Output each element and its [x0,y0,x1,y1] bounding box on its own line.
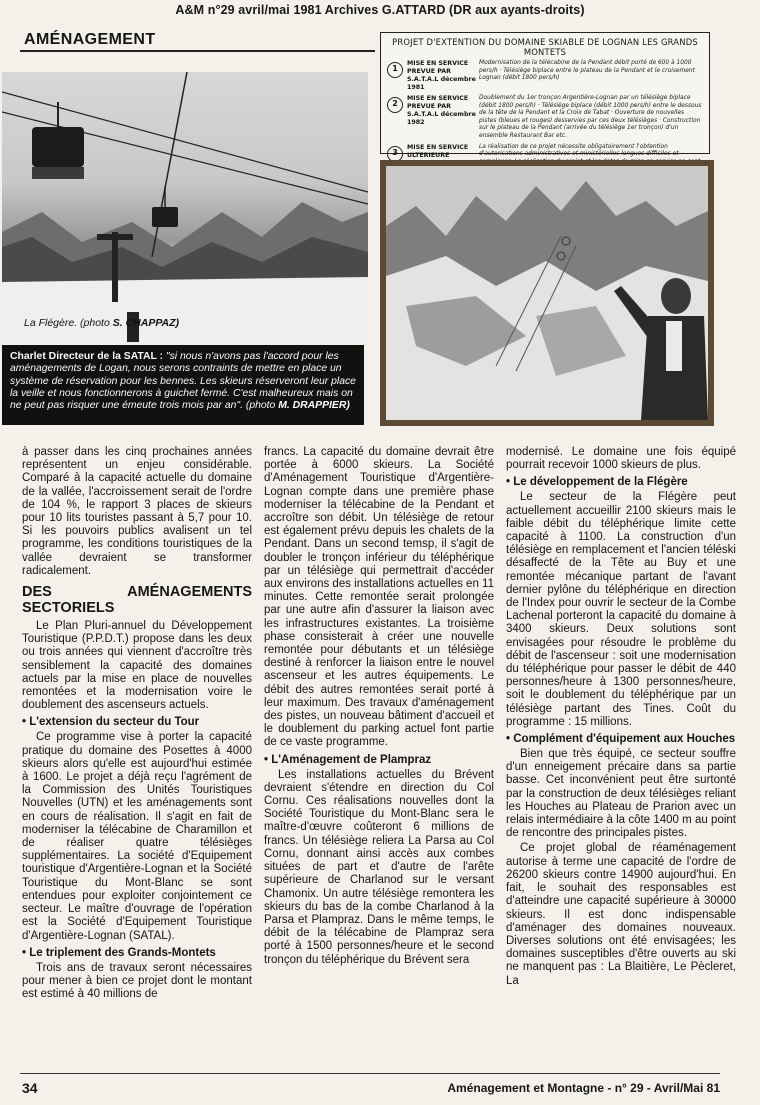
section-rule [20,50,375,52]
subheading: • Complément d'équipement aux Houches [506,733,736,746]
project-row-description: Modernisation de la télécabine de la Pendant débit porté de 600 à 1000 pers/h · Télésiège biplace entre le plateau de la Pendant et le croisement Lognan (débit 1800 pers/h) [479,60,695,82]
project-row-label: MISE EN SERVICE PREVUE PAR S.A.T.A.L décembre 1982 [407,95,476,126]
subheading: • L'extension du secteur du Tour [22,716,252,729]
section-title: AMÉNAGEMENT [24,31,156,48]
chairlift-photo [2,72,368,344]
section-heading: DES AMÉNAGEMENTS SECTORIELS [22,584,252,617]
photo1-caption: La Flégère. (photo S. CHAPPAZ) [24,317,180,329]
footer-rule [20,1073,720,1074]
project-row-description: Doublement du 1er tronçon Argentière-Lognan par un télésiège biplace (débit 1800 pers/h) · Télésiège biplace (débit 1000 pers/h) entre le dessous de la tête de la Pendant et la Croix de Tabat · Ouverture de nouvelles pistes (bleues et rouges) desservies par ces deux télésièges · Construction sur le plateau de la Pendant (arrivée du télésiège 1er tronçon) d'un ensemble Restaurant Bar etc. [479,95,702,139]
project-row-description: La réalisation de ce projet nécessite obligatoirement l'obtention d'autorisations administratives et ministérielles longues difficiles et [479,143,679,158]
subheading: • Le développement de la Flégère [506,476,736,489]
project-title: PROJET D'EXTENTION DU DOMAINE SKIABLE DE LOGNAN LES GRANDS MONTETS [392,37,698,57]
paragraph: Trois ans de travaux seront nécessaires pour mener à bien ce projet dont le montant est estimé à 40 millions de [22,961,252,1001]
project-row-number: 2 [387,97,403,113]
archive-header: A&M n°29 avril/mai 1981 Archives G.ATTARD (DR aux ayants-droits) [175,3,585,17]
quote-text: "si nous n'avons pas l'accord pour les aménagements de Logan, nous serons contraints de mettre en place un système de réservation pour les bennes. Les skieurs réserveront leur place la veille et nous fonctionnerons à guichet fermé. C'est malheureux mais on ne peut pas risquer une émeute trois mois par an". (photo [10,351,356,412]
project-row [387,60,703,92]
paragraph: Le Plan Pluri-annuel du Développement Touristique (P.P.D.T.) propose dans les deux ou trois années qui viennent d'accroître très sensiblement la capacité des domaines actuels par la mise en place de nouvelles remontées et la modernisation voire le doublement des ascenseurs actuels. [22,620,252,712]
project-row-number: 1 [387,62,403,78]
paragraph: Le secteur de la Flégère peut actuellement accueillir 2100 skieurs mais le faible débit du téléphérique limite cette capacité à 1100. La construction d'un télésiège en remplacement et l'ancien téléski désaffecté de la Tête au Buy et une remontée mécanique partant de l'avant dernier pylône du téléphérique en direction de l'Index pour ouvrir le secteur de la Combe Lachenal porteront la capacité du domaine à 3400 skieurs. Deux solutions sont envisagées pour résoudre le problème du débit de l'ascenseur : soit une modernisation du téléphérique pour passer le débit de 440 personnes/heure à 1300 personnes/heure, soit le doublement du téléphérique par un télésiège partant des Tines. Coût du programme : 15 millions. [506,491,736,728]
article-column-2 [264,446,494,969]
project-row-label: MISE EN SERVICE ULTERIEURE [407,143,469,159]
paragraph: Les installations actuelles du Brévent devraient s'étendre en direction du Col Cornu. Ces réalisations nouvelles dont la Société Touristique du Mont-Blanc sera le maître-d'œuvre coûteront 6 millions de francs. Un télésiège reliera La Parsa au Col Cornu, donnant ainsi accès aux combes situées de part et d'autre de l'arête supérieure de Charlanod sur le versant Chamonix. Un autre télésiège remontera les skieurs du bas de la combe Charlanod à la Parsa et Plampraz. Dans le même temps, le débit de la télécabine de Plampraz sera porté à 1500 personnes/heure et le second tronçon du téléphérique du Brévent sera [264,768,494,966]
quote-lead: Charlet Directeur de la SATAL : [10,351,164,362]
map-presentation-photo [380,160,714,426]
article-column-3 [506,446,736,990]
paragraph: Ce programme vise à porter la capacité pratique du domaine des Posettes à 4000 skieurs alors qu'elle est aujourd'hui estimée à 1600. Le projet a déjà reçu l'agrément de la Commission des Unités Touristiques Nouvelles (UTN) et les aménagements sont en cours de réalisation. Il s'agit en fait de moderniser la télécabine de Charamillon et de réaliser quatre télésièges supplémentaires. La société d'Equipement touristique d'Argentière-Lognan et la Société Touristique du Mont-Blanc se sont entendues pour exploiter conjointement ce secteur. Le maître d'ouvrage de l'opération est la Société d'Equipement Touristique d'Argentière-Lognan (SATAL). [22,731,252,942]
project-row-label: MISE EN SERVICE PREVUE PAR S.A.T.A.L décembre 1981 [407,60,476,91]
quote-credit: M. DRAPPIER) [278,400,350,412]
footer-publication: Aménagement et Montagne - n° 29 - Avril/Mai 81 [447,1081,720,1095]
project-row [387,95,703,141]
quote-caption-box [2,345,364,425]
article-column-1 [22,446,252,1003]
subheading: • L'Aménagement de Plampraz [264,754,494,767]
paragraph: francs. La capacité du domaine devrait être portée à 6000 skieurs. La Société d'Aménagement Touristique d'Argentière-Lognan compte dans une première phase moderniser la télécabine de la Pendant et accroître son débit. Un télésiège de retour est également prévu depuis les chalets de la Pendant. Dans un second temsp, il s'agit de doubler le tronçon inférieur du téléphérique par un télésiège qui permettrait d'accéder aux environs des installations actuelles en 11 minutes. Cette remontée serait prolongée par une autre afin d'assurer la liaison avec les infrastructures existantes. La troisième phase consisterait à créer une nouvelle remontée pour débutants et un télésiège destiné à renforcer la liaison entre le nouvel ascenseur et les autres équipements. Le débit des autres remontées serait porté à leur maximum. Des travaux d'aménagement des pistes, un nouveau bâtiment d'accueil et le doublement du parking actuel font partie de ce vaste programme. [264,446,494,749]
subheading: • Le triplement des Grands-Montets [22,947,252,960]
project-legend-box [380,32,710,159]
project-row-number: 3 [387,146,403,162]
paragraph: à passer dans les cinq prochaines années représentent un enjeu considérable. Comparé à la capacité actuelle du domaine de la vallée, l'accroissement serait de l'ordre de 104 %, le rapport 3 places de skieurs pour 10 lits touristes passant à 5,7 pour 10. Si les pouvoirs publics avalisent un tel programme, les conditions touristiques de la vallée devraient se transformer radicalement. [22,446,252,577]
paragraph: Ce projet global de réaménagement autorise à terme une capacité de l'ordre de 26200 skieurs contre 14900 aujourd'hui. En fait, le souhait des responsables est d'atteindre une capacité supérieure à 30000 skieurs. Il est donc indispensable d'aménager des domaines nouveaux. Diverses solutions ont été envisagées; les domaines susceptibles d'être ouverts au ski ne manquent pas : La Blaitière, Le Pècleret, La [506,842,736,987]
paragraph: Bien que très équipé, ce secteur souffre d'un enneigement précaire dans sa partie basse. Cet inconvénient peut être surtonté par la construction de deux télésièges reliant les Houches au Plateau de Prarion avec un relais intermédiaire à la côte 1400 m au point de rencontre des principales pistes. [506,748,736,840]
paragraph: modernisé. Le domaine une fois équipé pourrait recevoir 1000 skieurs de plus. [506,446,736,472]
page-number: 34 [22,1080,38,1096]
